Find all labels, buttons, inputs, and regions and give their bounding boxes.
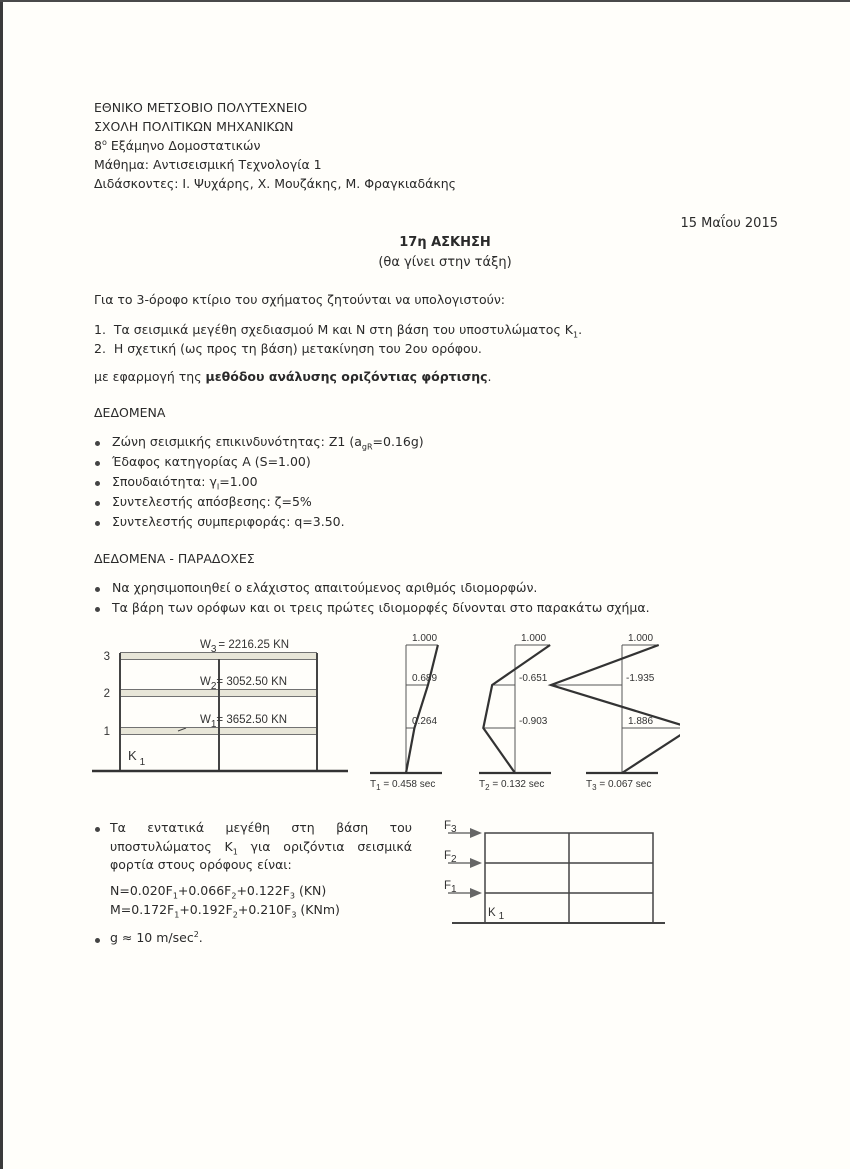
weight-value: = 2216.25 KN [218, 639, 290, 651]
period-value: = 0.458 sec [380, 779, 436, 790]
weight-sub: 2 [210, 681, 217, 692]
eq-m-term-2: +0.210F [237, 902, 292, 917]
force-label-f1 [444, 880, 457, 895]
mode-2-value-3: 1.000 [521, 633, 547, 644]
method-bold: μεθόδου ανάλυσης οριζόντιας φόρτισης [205, 369, 488, 384]
bullet-icon [95, 938, 100, 943]
mode-shapes-figure [360, 630, 680, 800]
equation-n [110, 882, 326, 900]
period-sub: 2 [485, 783, 490, 792]
assumption-item: Να χρησιμοποιηθεί ο ελάχιστος απαιτούμενος αριθμός ιδιομορφών. [112, 580, 538, 595]
data-item-post: =1.00 [219, 474, 258, 489]
mode-1-period [370, 779, 435, 792]
data-item [112, 433, 424, 451]
mode-3-value-2: -1.935 [626, 673, 655, 684]
semester-sup: ο [101, 137, 107, 147]
period-sub: 1 [376, 783, 381, 792]
eq-m-term-1: +0.192F [179, 902, 233, 917]
weight-value: = 3052.50 KN [216, 676, 288, 688]
method-suffix: . [487, 369, 492, 384]
eq-m-unit: (KNm) [296, 902, 340, 917]
data-item-sub: gR [361, 442, 373, 452]
scan-border-top [0, 0, 850, 2]
floor-label-2: 2 [103, 688, 110, 700]
weight-sub: 3 [210, 644, 217, 655]
bullet-icon [95, 521, 100, 526]
frame-forces-figure [430, 815, 670, 930]
task-number: 2. [94, 341, 106, 356]
mode-1-shape [406, 645, 438, 773]
column-sym: K [128, 748, 137, 763]
weight-value: = 3652.50 KN [216, 714, 288, 726]
semester [94, 137, 260, 155]
eq-n-sub-1: 1 [172, 891, 178, 901]
period-sub: 3 [592, 783, 597, 792]
mode-1-value-3: 1.000 [412, 633, 438, 644]
data-item-post: =0.16g) [372, 434, 424, 449]
gravity-post: . [198, 930, 203, 945]
force-sub: 2 [451, 854, 457, 865]
university-name: ΕΘΝΙΚΟ ΜΕΤΣΟΒΙΟ ΠΟΛΥΤΕΧΝΕΙΟ [94, 100, 308, 115]
column-sub: 1 [498, 911, 505, 922]
method-text [94, 368, 492, 386]
eq-n-sub-2: 2 [231, 891, 237, 901]
mode-2-period [479, 779, 544, 792]
period-sym: T [479, 779, 486, 790]
data-heading: ΔΕΔΟΜΕΝΑ [94, 405, 166, 420]
force-sub: 1 [451, 884, 457, 895]
eq-n-sub-3: 3 [289, 891, 295, 901]
task-text: Η σχετική (ως προς τη βάση) μετακίνηση του 2ου ορόφου. [113, 341, 482, 356]
forces-line-2 [110, 837, 412, 856]
force-sub: 3 [451, 824, 457, 835]
period-sym: T [370, 779, 377, 790]
method-prefix: με εφαρμογή της [94, 369, 206, 384]
force-label-f2 [444, 850, 457, 865]
mode-2-shape [483, 645, 550, 773]
data-item: Συντελεστής απόσβεσης: ζ=5% [112, 494, 312, 509]
bullet-icon [95, 501, 100, 506]
gravity-pre: g ≈ 10 m/sec [110, 930, 194, 945]
bullet-icon [95, 441, 100, 446]
semester-text: Εξάμηνο Δομοστατικών [106, 138, 261, 153]
bullet-icon [95, 587, 100, 592]
mode-2-value-1: -0.903 [519, 716, 548, 727]
weight-sym: W [200, 639, 211, 651]
column-label-k1 [128, 748, 146, 768]
task-text: Τα σεισμικά μεγέθη σχεδιασμού Μ και Ν στη βάση του υποστυλώματος Κ [113, 322, 573, 337]
force-sym: F [444, 820, 452, 832]
document-date: 15 Μαΐου 2015 [680, 216, 778, 231]
scan-border-left [0, 0, 3, 1169]
eq-m-sub-3: 3 [291, 910, 297, 920]
forces-line-3: φορτία στους ορόφους είναι: [110, 857, 292, 872]
arrow-head-icon [470, 828, 482, 838]
column-sym: K [488, 907, 496, 919]
data-item: Έδαφος κατηγορίας Α (S=1.00) [112, 454, 311, 469]
data-item-text: Σπουδαιότητα: γ [112, 474, 217, 489]
task-tail: . [578, 322, 583, 337]
mode-3-value-1: 1.886 [628, 716, 654, 727]
data-item: Συντελεστής συμπεριφοράς: q=3.50. [112, 514, 345, 529]
period-value: = 0.067 sec [596, 779, 652, 790]
mode-shapes-group [370, 633, 680, 792]
floor-label-3: 3 [103, 651, 110, 663]
arrow-head-icon [470, 888, 482, 898]
bullet-icon [95, 607, 100, 612]
eq-n-term-1: +0.066F [177, 883, 232, 898]
mode-1-value-2: 0.689 [412, 673, 438, 684]
exercise-title: 17η ΑΣΚΗΣΗ [399, 235, 491, 250]
forces-line-2-pre: υποστυλώματος Κ [110, 839, 233, 854]
bullet-icon [95, 461, 100, 466]
period-sym: T [586, 779, 593, 790]
eq-n-term-2: +0.122F [236, 883, 290, 898]
mode-3-shape [551, 645, 680, 773]
force-sym: F [444, 850, 452, 862]
intro-text: Για το 3-όροφο κτίριο του σχήματος ζητούνται να υπολογιστούν: [94, 292, 506, 307]
task-1 [94, 321, 582, 339]
equation-m [110, 901, 340, 919]
building-figure [90, 630, 360, 780]
period-value: = 0.132 sec [489, 779, 545, 790]
semester-number: 8 [94, 138, 102, 153]
data-item [112, 473, 258, 491]
data-item-sub: I [216, 482, 220, 492]
floor-label-1: 1 [103, 726, 110, 738]
assumptions-heading: ΔΕΔΟΜΕΝΑ - ΠΑΡΑΔΟΧΕΣ [94, 551, 255, 566]
roof-slab [120, 653, 317, 659]
eq-m-lhs: M=0.172F [110, 902, 175, 917]
force-sym: F [444, 880, 452, 892]
gravity-item [110, 929, 203, 947]
weight-sub: 1 [210, 719, 217, 730]
assumption-item: Τα βάρη των ορόφων και οι τρεις πρώτες ιδιομορφές δίνονται στο παρακάτω σχήμα. [112, 600, 650, 615]
forces-line-1: Τα εντατικά μεγέθη στη βάση του [110, 820, 412, 835]
weight-sym: W [200, 676, 211, 688]
forces-line-2-sub: 1 [232, 847, 238, 857]
bullet-icon [95, 481, 100, 486]
instructors: Διδάσκοντες: Ι. Ψυχάρης, Χ. Μουζάκης, Μ. Φραγκιαδάκης [94, 176, 456, 191]
eq-m-sub-1: 1 [174, 910, 180, 920]
frame-column-label [488, 907, 505, 922]
task-sub: 1 [572, 330, 579, 340]
task-number: 1. [94, 322, 106, 337]
mode-2-value-2: -0.651 [519, 673, 548, 684]
mode-1-value-1: 0.264 [412, 716, 438, 727]
column-sub: 1 [139, 757, 146, 768]
arrow-head-icon [470, 858, 482, 868]
weight-sym: W [200, 714, 211, 726]
forces-line-2-post: για οριζόντια σεισμικά [237, 839, 412, 854]
eq-n-lhs: N=0.020F [110, 883, 173, 898]
mode-3-value-3: 1.000 [628, 633, 654, 644]
data-item-text: Ζώνη σεισμικής επικινδυνότητας: Ζ1 (a [112, 434, 362, 449]
eq-m-sub-2: 2 [232, 910, 238, 920]
task-2 [94, 340, 482, 358]
school-name: ΣΧΟΛΗ ΠΟΛΙΤΙΚΩΝ ΜΗΧΑΝΙΚΩΝ [94, 119, 294, 134]
bullet-icon [95, 827, 100, 832]
mode-3-period [586, 779, 651, 792]
eq-n-unit: (KN) [295, 883, 327, 898]
gravity-sup: 2 [193, 929, 199, 939]
exercise-subtitle: (θα γίνει στην τάξη) [378, 255, 512, 270]
course-name: Μάθημα: Αντισεισμική Τεχνολογία 1 [94, 157, 322, 172]
force-label-f3 [444, 820, 457, 835]
